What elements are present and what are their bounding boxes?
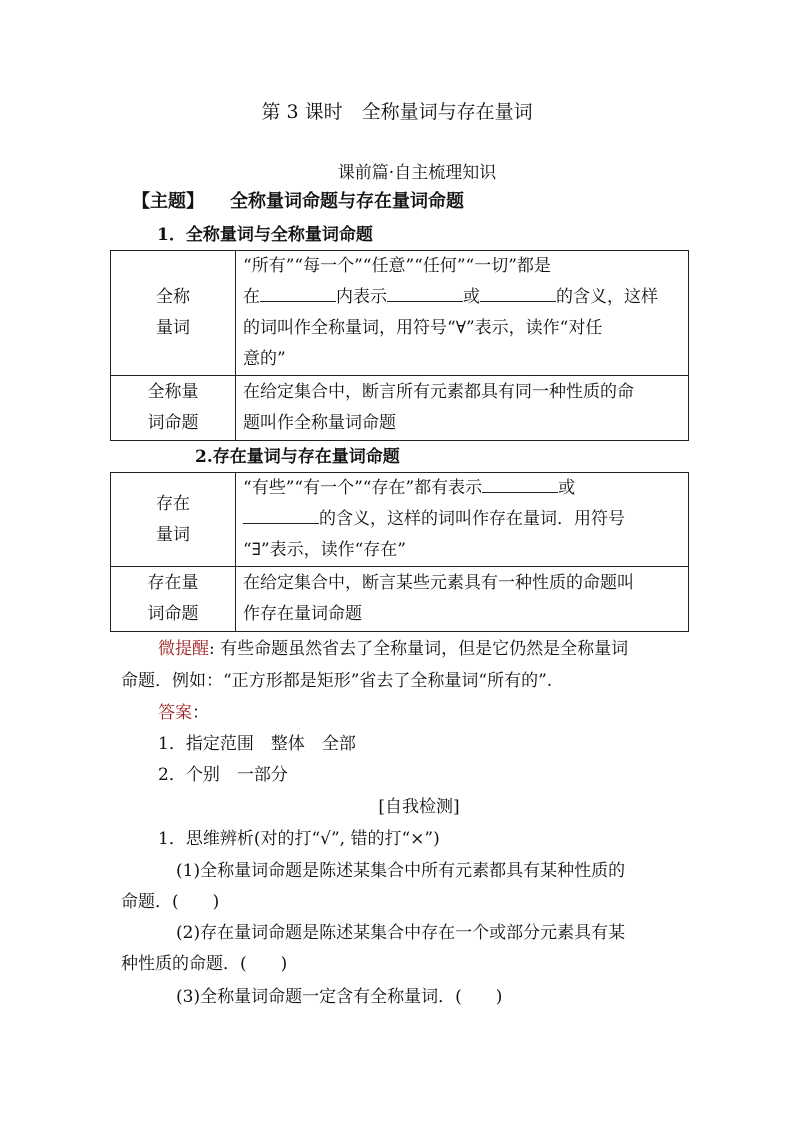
section-heading: 课前篇·自主梳理知识 [337, 163, 497, 183]
tip-line-1: 微提醒: 有些命题虽然省去了全称量词，但是它仍然是全称量词 [158, 639, 629, 659]
self-check-title: [自我检测] [378, 797, 460, 817]
item-1-line-2: 命题．( ) [121, 892, 220, 912]
row-value: 在给定集合中，断言某些元素具有一种性质的命题叫 作存在量词命题 [236, 567, 689, 632]
part1-heading: 1．全称量词与全称量词命题 [157, 225, 373, 245]
table-row [111, 251, 689, 376]
table-row [111, 376, 689, 441]
existential-quantifier-table [110, 472, 689, 632]
row-value: “所有”“每一个”“任意”“任何”“一切”都是 在 内表示 或 的含义，这样 的词叫作全称量词，用符号“∀”表示，读作“对任 意的” [236, 251, 689, 376]
universal-quantifier-table [110, 250, 689, 441]
answer-1: 1．指定范围 整体 全部 [158, 734, 356, 754]
blank-answer-2 [387, 284, 463, 302]
row-value: 在给定集合中，断言所有元素都具有同一种性质的命 题叫作全称量词命题 [236, 376, 689, 441]
topic-heading [132, 187, 464, 213]
topic-label: 【主题】 [132, 191, 204, 212]
item-2-line-2: 种性质的命题．( ) [121, 954, 288, 974]
blank-answer-4 [482, 475, 558, 493]
part2-heading: 2.存在量词与存在量词命题 [195, 447, 400, 467]
item-2-line-1: (2)存在量词命题是陈述某集合中存在一个或部分元素具有某 [176, 923, 626, 943]
row-key: 全称量 词命题 [111, 376, 236, 441]
table-row [111, 567, 689, 632]
item-1-line-1: (1)全称量词命题是陈述某集合中所有元素都具有某种性质的 [176, 861, 626, 881]
page-title: 第 3 课时 全称量词与存在量词 [261, 101, 533, 123]
blank-answer-1 [260, 284, 336, 302]
blank-answer-5 [243, 506, 319, 524]
tip-label: 微提醒 [158, 639, 209, 659]
answers-label: 答案 [158, 703, 192, 723]
table-row [111, 473, 689, 567]
blank-answer-3 [480, 284, 556, 302]
row-key: 存在量 词命题 [111, 567, 236, 632]
row-key: 全称 量词 [111, 251, 236, 376]
question-1: 1．思维辨析(对的打“√”, 错的打“×”) [158, 829, 440, 849]
tip-line-2: 命题．例如：“正方形都是矩形”省去了全称量词“所有的”. [121, 671, 553, 691]
answer-2: 2．个别 一部分 [158, 765, 288, 785]
answers-heading: 答案： [158, 703, 209, 723]
row-key: 存在 量词 [111, 473, 236, 567]
item-3: (3)全称量词命题一定含有全称量词．( ) [176, 987, 503, 1007]
row-value: “有些”“有一个”“存在”都有表示 或 的含义，这样的词叫作存在量词．用符号 “∃”表示，读作“存在” [236, 473, 689, 567]
topic-text: 全称量词命题与存在量词命题 [230, 191, 464, 212]
